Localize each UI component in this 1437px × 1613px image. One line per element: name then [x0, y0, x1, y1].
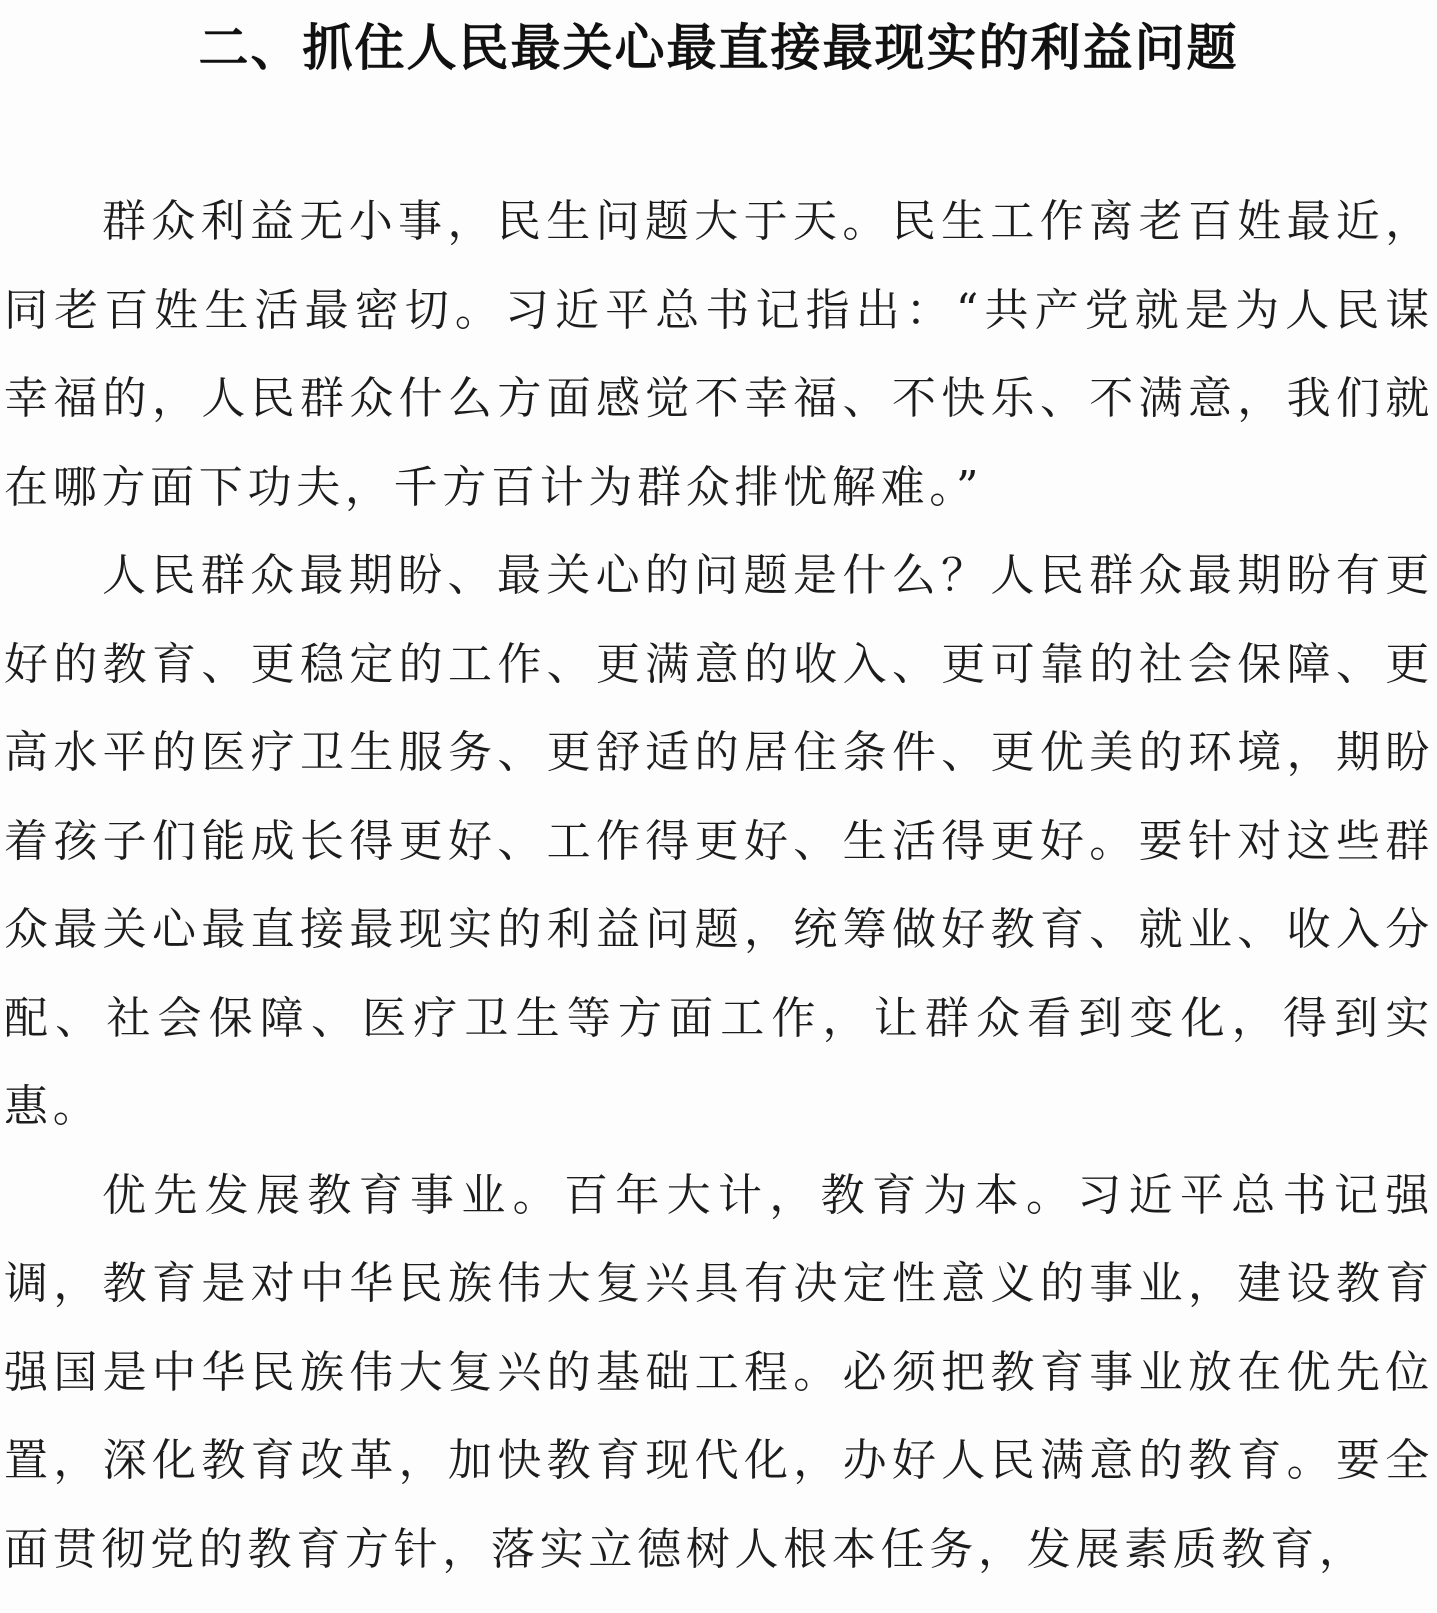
paragraph-1: 群众利益无小事，民生问题大于天。民生工作离老百姓最近，同老百姓生活最密切。习近平总书记指出：“共产党就是为人民谋幸福的，人民群众什么方面感觉不幸福、不快乐、不满意，我们就在哪方面下功夫，千方百计为群众排忧解难。”: [4, 196, 1434, 513]
paragraph-3: 优先发展教育事业。百年大计，教育为本。习近平总书记强调，教育是对中华民族伟大复兴具有决定性意义的事业，建设教育强国是中华民族伟大复兴的基础工程。必须把教育事业放在优先位置，深化教育改革，加快教育现代化，办好人民满意的教育。要全面贯彻党的教育方针，落实立德树人根本任务，发展素质教育，: [4, 1169, 1434, 1575]
body-text: [4, 178, 1434, 1594]
paragraph-2: 人民群众最期盼、最关心的问题是什么？人民群众最期盼有更好的教育、更稳定的工作、更满意的收入、更可靠的社会保障、更高水平的医疗卫生服务、更舒适的居住条件、更优美的环境，期盼着孩子们能成长得更好、工作得更好、生活得更好。要针对这些群众最关心最直接最现实的利益问题，统筹做好教育、就业、收入分配、社会保障、医疗卫生等方面工作，让群众看到变化，得到实惠。: [4, 550, 1434, 1132]
section-heading: 二、抓住人民最关心最直接最现实的利益问题: [198, 19, 1239, 77]
